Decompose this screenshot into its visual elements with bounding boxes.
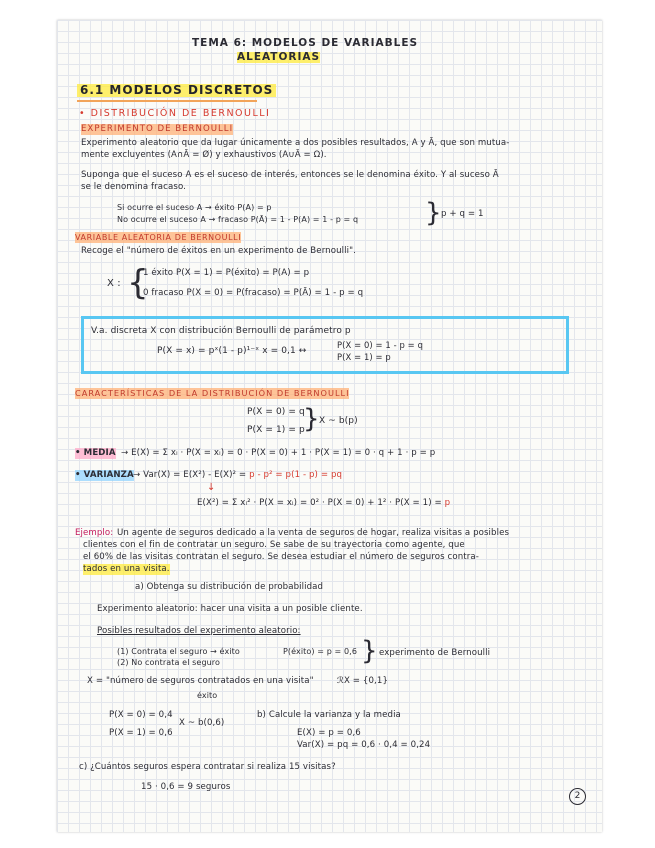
section-underline <box>77 100 257 102</box>
char-p0: P(X = 0) = q <box>247 407 305 417</box>
variance-equation <box>133 470 342 481</box>
example-line2: clientes con el fin de contratar un seguro. Se sabe de su trayectoria como agente, que <box>83 540 465 550</box>
page-number: 2 <box>569 788 586 805</box>
px0: P(X = 0) = 0,4 <box>109 710 173 720</box>
example-line1: Un agente de seguros dedicado a la venta de seguros de hogar, realiza visitas a posibles <box>117 528 510 538</box>
question-b: b) Calcule la varianza y la media <box>257 710 401 720</box>
section-heading: 6.1 MODELOS DISCRETOS <box>77 84 276 97</box>
definition-p1: P(X = 1) = p <box>337 352 391 362</box>
example-label: Ejemplo: <box>75 528 114 538</box>
experiment-def-line2: mente excluyentes (A∩Ā = Ø) y exhaustivos (A∪Ā = Ω). <box>81 150 327 160</box>
ex2-equation <box>197 498 450 509</box>
page-title: TEMA 6: MODELOS DE VARIABLES <box>192 37 419 49</box>
example-line4: tados en una visita. <box>83 564 170 574</box>
expected-value: E(X) = p = 0,6 <box>297 728 361 738</box>
brace-char: } <box>303 404 320 434</box>
x-success-line: 1 éxito P(X = 1) = P(éxito) = P(A) = p <box>143 268 310 278</box>
brace-right: } <box>425 198 442 228</box>
px1: P(X = 1) = 0,6 <box>109 728 173 738</box>
suppose-line2: se le denomina fracaso. <box>81 182 186 192</box>
definition-formula: P(X = x) = pˣ(1 - p)¹⁻ˣ x = 0,1 ↔ <box>157 346 307 356</box>
x-distribution: X ~ b(0,6) <box>179 718 225 728</box>
char-p1: P(X = 1) = p <box>247 425 305 435</box>
characteristics-heading: CARACTERÍSTICAS DE LA DISTRIBUCIÓN DE BERNOULLI <box>75 388 350 398</box>
result-1: (1) Contrata el seguro → éxito <box>117 647 240 656</box>
brace-results: } <box>361 636 378 666</box>
definition-line1: V.a. discreta X con distribución Bernoulli de parámetro p <box>91 326 351 336</box>
result-probability: P(éxito) = p = 0,6 <box>283 647 358 656</box>
recoge-line: Recoge el "número de éxitos en un experimento de Bernoulli". <box>81 246 356 256</box>
subsection-heading: • DISTRIBUCIÓN DE BERNOULLI <box>79 108 271 119</box>
variance-eq-part1: → Var(X) = E(X²) - E(X)² = <box>133 470 250 480</box>
brace-left: { <box>127 263 149 303</box>
mean-label: • MEDIA <box>75 448 116 458</box>
suppose-line1: Suponga que el suceso A es el suceso de interés, entonces se le denomina éxito. Y al suceso Ā <box>81 170 499 180</box>
x-exito: éxito <box>197 691 218 700</box>
definition-p0: P(X = 0) = 1 - p = q <box>337 340 423 350</box>
example-line3: el 60% de las visitas contratan el seguro. Se desea estudiar el número de seguros contra- <box>83 552 479 562</box>
occurs-line1: Si ocurre el suceso A → éxito P(A) = p <box>117 203 272 212</box>
char-distribution: X ~ b(p) <box>319 416 358 426</box>
variance-value: Var(X) = pq = 0,6 · 0,4 = 0,24 <box>297 740 431 750</box>
p-plus-q: p + q = 1 <box>441 209 484 219</box>
ex2-eq-part1: E(X²) = Σ xᵢ² · P(X = xᵢ) = 0² · P(X = 0) + 1² · P(X = 1) = <box>197 498 445 508</box>
result-2: (2) No contrata el seguro <box>117 658 221 667</box>
x-failure-line: 0 fracaso P(X = 0) = P(fracaso) = P(Ā) = 1 - p = q <box>143 288 364 298</box>
experiment-def-line1: Experimento aleatorio que da lugar únicamente a dos posibles resultados, A y Ā, que son mutua- <box>81 138 510 148</box>
page-title-line2: ALEATORIAS <box>237 51 321 63</box>
possible-results: Posibles resultados del experimento aleatorio: <box>97 626 301 636</box>
x-label: X : <box>107 278 121 289</box>
question-c: c) ¿Cuántos seguros espera contratar si realiza 15 visitas? <box>79 762 336 772</box>
variance-eq-part2: p - p² = p(1 - p) = pq <box>249 470 343 480</box>
experiment-aleatorio: Experimento aleatorio: hacer una visita a un posible cliente. <box>97 604 363 614</box>
definition-box <box>81 316 569 374</box>
answer-c: 15 · 0,6 = 9 seguros <box>141 782 231 792</box>
mean-equation: → E(X) = Σ xᵢ · P(X = xᵢ) = 0 · P(X = 0) + 1 · P(X = 1) = 0 · q + 1 · p = p <box>121 448 436 458</box>
ex2-eq-part2: p <box>444 498 451 508</box>
variance-arrow: ↓ <box>207 482 216 493</box>
occurs-line2: No ocurre el suceso A → fracaso P(Ā) = 1 - P(A) = 1 - p = q <box>117 215 359 224</box>
result-experiment: experimento de Bernoulli <box>379 648 491 658</box>
variable-heading: VARIABLE ALEATORIA DE BERNOULLI <box>75 233 242 242</box>
experiment-heading: EXPERIMENTO DE BERNOULLI <box>81 124 234 134</box>
notebook-page <box>57 20 602 832</box>
x-definition: X = "número de seguros contratados en una visita" <box>87 676 314 686</box>
x-range: ℛX = {0,1} <box>337 676 389 686</box>
variance-label: • VARIANZA <box>75 470 134 480</box>
question-a: a) Obtenga su distribución de probabilidad <box>135 582 324 592</box>
